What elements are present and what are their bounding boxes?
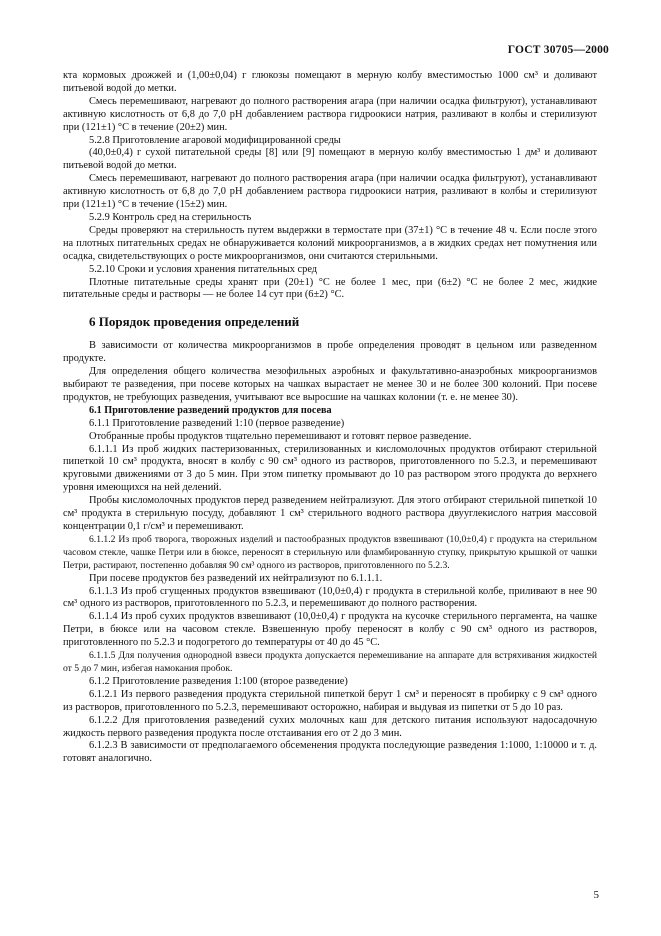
paragraph-6-1-1-5: 6.1.1.5 Для получения однородной взвеси продукта допускается перемешивание на аппарате для встряхивания жидкостей от 5 до 7 мин, избегая намокания пробок. (63, 650, 597, 674)
paragraph-6-1-1-2: 6.1.1.2 Из проб творога, творожных изделий и пастообразных продуктов взвешивают (10,0±0,4) г продукта на стерильном часовом стекле, чашке Петри или в бюксе, переносят в стерильную или фламбированную ступку, прикрытую крышкой от чашки Петри, растирают, постепенно добавляя 90 см³ одного из растворов, приготовленного по 5.2.3. (63, 533, 597, 571)
paragraph: Смесь перемешивают, нагревают до полного растворения агара (при наличии осадка фильтруют), устанавливают активную кислотность от 6,8 до 7,0 pH добавлением раствора гидроокиси натрия, разливают в колбы и стерилизуют при (121±1) °С в течение (20±2) мин. (63, 95, 597, 133)
paragraph-6-1-1-3: 6.1.1.3 Из проб сгущенных продуктов взвешивают (10,0±0,4) г продукта в стерильной колбе, приливают в нее 90 см³ одного из растворов, приготовленного по 5.2.3, и перемешивают до полного растворения. (63, 585, 597, 610)
page-number: 5 (593, 889, 599, 901)
subclause-heading-6-1-2: 6.1.2 Приготовление разведения 1:100 (второе разведение) (89, 675, 348, 687)
paragraph: Для определения общего количества мезофильных аэробных и факультативно-анаэробных микроорганизмов выбирают те разведения, при посеве которых на чашках вырастает не менее 30 и не более 300 колоний. При посеве продуктов, не требующих разведения, учитывают все выросшие на чашках колонии (т. е. не менее 30). (63, 366, 597, 403)
paragraph-6-1-2-3: 6.1.2.3 В зависимости от предполагаемого обсеменения продукта последующие разведения 1:1000, 1:10000 и т. д. готовят аналогично. (63, 740, 597, 765)
subclause-heading-5-2-10: 5.2.10 Сроки и условия хранения питательных сред (89, 263, 318, 275)
subclause-heading-6-1-1: 6.1.1 Приготовление разведений 1:10 (первое разведение) (89, 417, 345, 429)
paragraph-6-1-1-1: 6.1.1.1 Из проб жидких пастеризованных, стерилизованных и кисломолочных продуктов отбирают стерильной пипеткой 10 см³ продукта, вносят в колбу с 90 см³ одного из растворов, приготовленного по 5.2.3, и перемешивают круговыми движениями от 3 до 5 мин. При этом пипетку промывают до 10 раз раствором этого продукта до верхнего уровня имеющихся на ней делений. (63, 443, 597, 494)
paragraph: Смесь перемешивают, нагревают до полного растворения агара (при наличии осадка фильтруют), устанавливают активную кислотность от 6,8 до 7,0 pH добавлением раствора гидроокиси натрия, разливают в колбы и стерилизуют при (121±1) °С в течение (15±2) мин. (63, 173, 597, 211)
paragraph: Пробы кисломолочных продуктов перед разведением нейтрализуют. Для этого отбирают стерильной пипеткой 10 см³ продукта в стерильную посуду, добавляют 1 см³ стерильного водного раствора двууглекислого натрия массовой концентрации 0,1 г/см³ и перемешивают. (63, 495, 597, 532)
clause-heading-6-1: 6.1 Приготовление разведений продуктов для посева (89, 404, 332, 416)
paragraph-continued: кта кормовых дрожжей и (1,00±0,04) г глюкозы помещают в мерную колбу вместимостью 1000 см³ и доливают питьевой водой до метки. (63, 70, 597, 94)
paragraph: Плотные питательные среды хранят при (20±1) °С не более 1 мес, при (6±2) °С не более 2 мес, жидкие питательные среды и растворы — не более 14 сут при (6±2) °С. (63, 276, 597, 301)
paragraph-6-1-1-4: 6.1.1.4 Из проб сухих продуктов взвешивают (10,0±0,4) г продукта на кусочке стерильного пергамента, на чашке Петри, в бюксе или на часовом стекле. Взвешенную пробу переносят в колбу с 90 см³ одного из растворов, приготовленного по 5.2.3 и подогретого до температуры от 40 до 45 °С. (63, 611, 597, 649)
paragraph: В зависимости от количества микроорганизмов в пробе определения проводят в цельном или разведенном продукте. (63, 340, 597, 365)
paragraph: Отобранные пробы продуктов тщательно перемешивают и готовят первое разведение. (89, 430, 472, 442)
paragraph: При посеве продуктов без разведений их нейтрализуют по 6.1.1.1. (89, 572, 383, 584)
paragraph-6-1-2-1: 6.1.2.1 Из первого разведения продукта стерильной пипеткой берут 1 см³ и переносят в пробирку с 9 см³ одного из растворов, приготовленного по 5.2.3, перемешивают осторожно, набирая и выдувая из пипетки от 5 до 10 раз. (63, 688, 597, 713)
paragraph-6-1-2-2: 6.1.2.2 Для приготовления разведений сухих молочных каш для детского питания используют надосадочную жидкость первого разведения продукта после отстаивания его от 2 до 3 мин. (63, 714, 597, 739)
section-heading-6: 6 Порядок проведения определений (89, 314, 300, 330)
subclause-heading-5-2-8: 5.2.8 Приготовление агаровой модифицированной среды (89, 134, 341, 146)
document-body (63, 70, 597, 766)
paragraph: Среды проверяют на стерильность путем выдержки в термостате при (37±1) °С в течение 48 ч. Если после этого на плотных питательных средах не обнаруживается колоний микроорганизмов, а в жидких средах нет помутнения или осадка, свидетельствующих о росте микроорганизмов, они считаются стерильными. (63, 224, 597, 262)
subclause-heading-5-2-9: 5.2.9 Контроль сред на стерильность (89, 211, 252, 223)
standard-designation: ГОСТ 30705—2000 (507, 44, 609, 56)
paragraph: (40,0±0,4) г сухой питательной среды [8] или [9] помещают в мерную колбу вместимостью 1 дм³ и доливают питьевой водой до метки. (63, 147, 597, 172)
